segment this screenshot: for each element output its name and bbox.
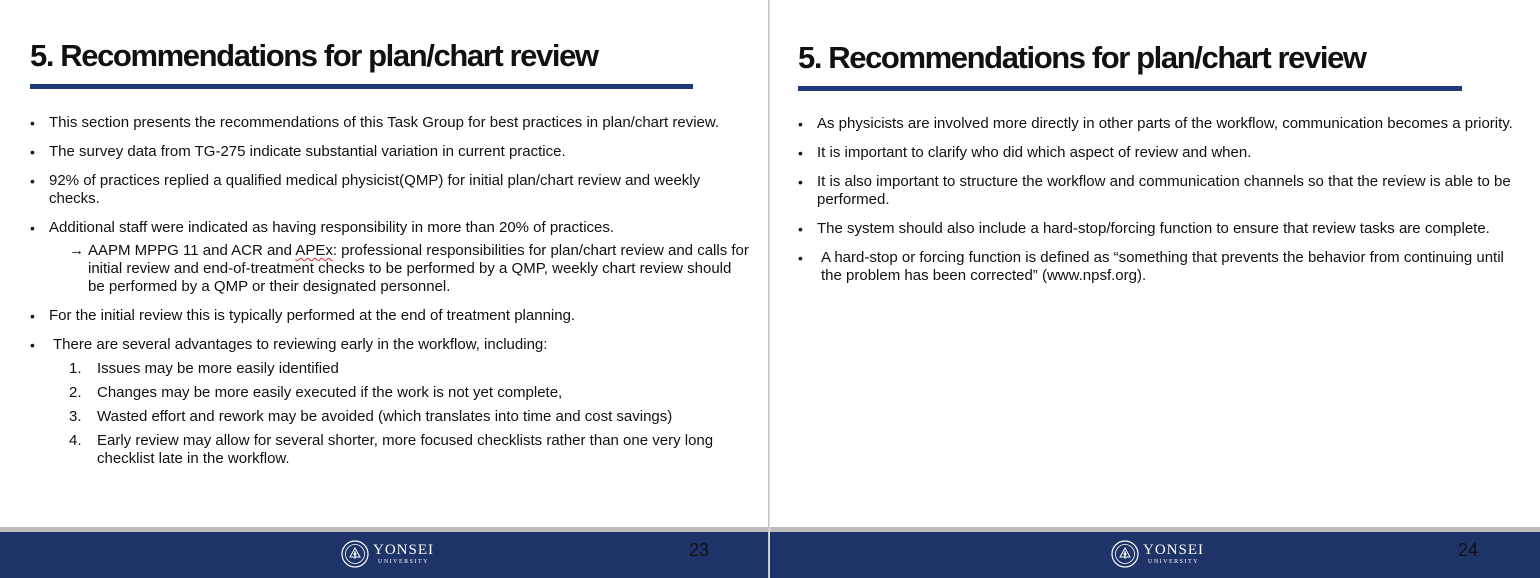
item-text: Wasted effort and rework may be avoided (which translates into time and cost savings)	[97, 408, 673, 425]
item-number: 4.	[69, 432, 82, 449]
bullet-icon: •	[30, 115, 35, 131]
numbered-item	[49, 408, 750, 426]
sub-text-before: AAPM MPPG 11 and ACR and	[88, 242, 296, 259]
bullet-item	[798, 220, 1518, 238]
numbered-list	[49, 360, 750, 468]
bullet-item	[30, 219, 750, 296]
bullet-item	[798, 115, 1518, 133]
bullet-text: The survey data from TG-275 indicate substantial variation in current practice.	[49, 143, 566, 160]
bullet-item	[30, 307, 750, 325]
spellcheck-flagged-word: APEx	[295, 242, 333, 259]
bullet-icon: •	[30, 220, 35, 236]
logo-subtitle: UNIVERSITY	[378, 558, 429, 565]
logo-subtitle: UNIVERSITY	[1148, 558, 1199, 565]
bullet-item	[30, 336, 750, 468]
bullet-list	[30, 114, 750, 479]
arrow-right-icon: →	[69, 242, 84, 259]
numbered-item	[49, 360, 750, 378]
bullet-icon: •	[30, 308, 35, 324]
item-text: Issues may be more easily identified	[97, 360, 339, 377]
item-number: 3.	[69, 408, 82, 425]
numbered-item	[49, 432, 750, 468]
university-seal-icon	[341, 540, 369, 568]
bullet-text: This section presents the recommendations of this Task Group for best practices in plan/chart review.	[49, 114, 720, 131]
item-text: Changes may be more easily executed if the work is not yet complete,	[97, 384, 563, 401]
bullet-text: For the initial review this is typically performed at the end of treatment planning.	[49, 307, 576, 324]
bullet-icon: •	[798, 250, 803, 266]
yonsei-logo	[1111, 540, 1204, 568]
slide-23	[0, 0, 769, 578]
bullet-icon: •	[798, 221, 803, 237]
bullet-icon: •	[30, 173, 35, 189]
bullet-text: It is also important to structure the workflow and communication channels so that the review is able to be performed.	[817, 173, 1511, 208]
logo-name: YONSEI	[373, 541, 434, 558]
slide-24	[770, 0, 1540, 578]
sub-text-after: : professional responsibilities for plan/chart review and calls for initial review and end-of-treatment checks to be performed by a QMP, weekly chart review should be performed by a QMP or their designated personnel.	[88, 242, 749, 295]
bullet-item	[30, 172, 750, 208]
bullet-list	[798, 115, 1518, 296]
bullet-icon: •	[798, 174, 803, 190]
item-number: 2.	[69, 384, 82, 401]
bullet-icon: •	[30, 144, 35, 160]
bullet-icon: •	[798, 145, 803, 161]
bullet-text: A hard-stop or forcing function is defined as “something that prevents the behavior from continuing until the problem has been corrected” (www.npsf.org).	[821, 249, 1504, 284]
bullet-item	[798, 249, 1518, 285]
title-underline	[798, 86, 1462, 91]
bullet-text: There are several advantages to reviewing early in the workflow, including:	[53, 336, 548, 353]
logo-name: YONSEI	[1143, 541, 1204, 558]
university-seal-icon	[1111, 540, 1139, 568]
bullet-text: Additional staff were indicated as having responsibility in more than 20% of practices.	[49, 219, 615, 236]
bullet-icon: •	[30, 337, 35, 353]
bullet-icon: •	[798, 116, 803, 132]
title-underline	[30, 84, 693, 89]
bullet-item	[798, 173, 1518, 209]
bullet-item	[798, 144, 1518, 162]
numbered-item	[49, 384, 750, 402]
bullet-item	[30, 114, 750, 132]
bullet-item	[30, 143, 750, 161]
slide-title: 5. Recommendations for plan/chart review	[30, 38, 598, 73]
sub-item	[49, 242, 750, 296]
bullet-text: 92% of practices replied a qualified medical physicist(QMP) for initial plan/chart review and weekly checks.	[49, 172, 701, 207]
bullet-text: It is important to clarify who did which aspect of review and when.	[817, 144, 1252, 161]
item-text: Early review may allow for several shorter, more focused checklists rather than one very long checklist late in the workflow.	[97, 432, 714, 467]
page-number: 23	[689, 540, 710, 560]
yonsei-logo	[341, 540, 434, 568]
bullet-text: The system should also include a hard-stop/forcing function to ensure that review tasks are complete.	[817, 220, 1490, 237]
slide-title: 5. Recommendations for plan/chart review	[798, 40, 1366, 75]
item-number: 1.	[69, 360, 82, 377]
bullet-text: As physicists are involved more directly in other parts of the workflow, communication becomes a priority.	[817, 115, 1513, 132]
page-number: 24	[1458, 540, 1479, 560]
